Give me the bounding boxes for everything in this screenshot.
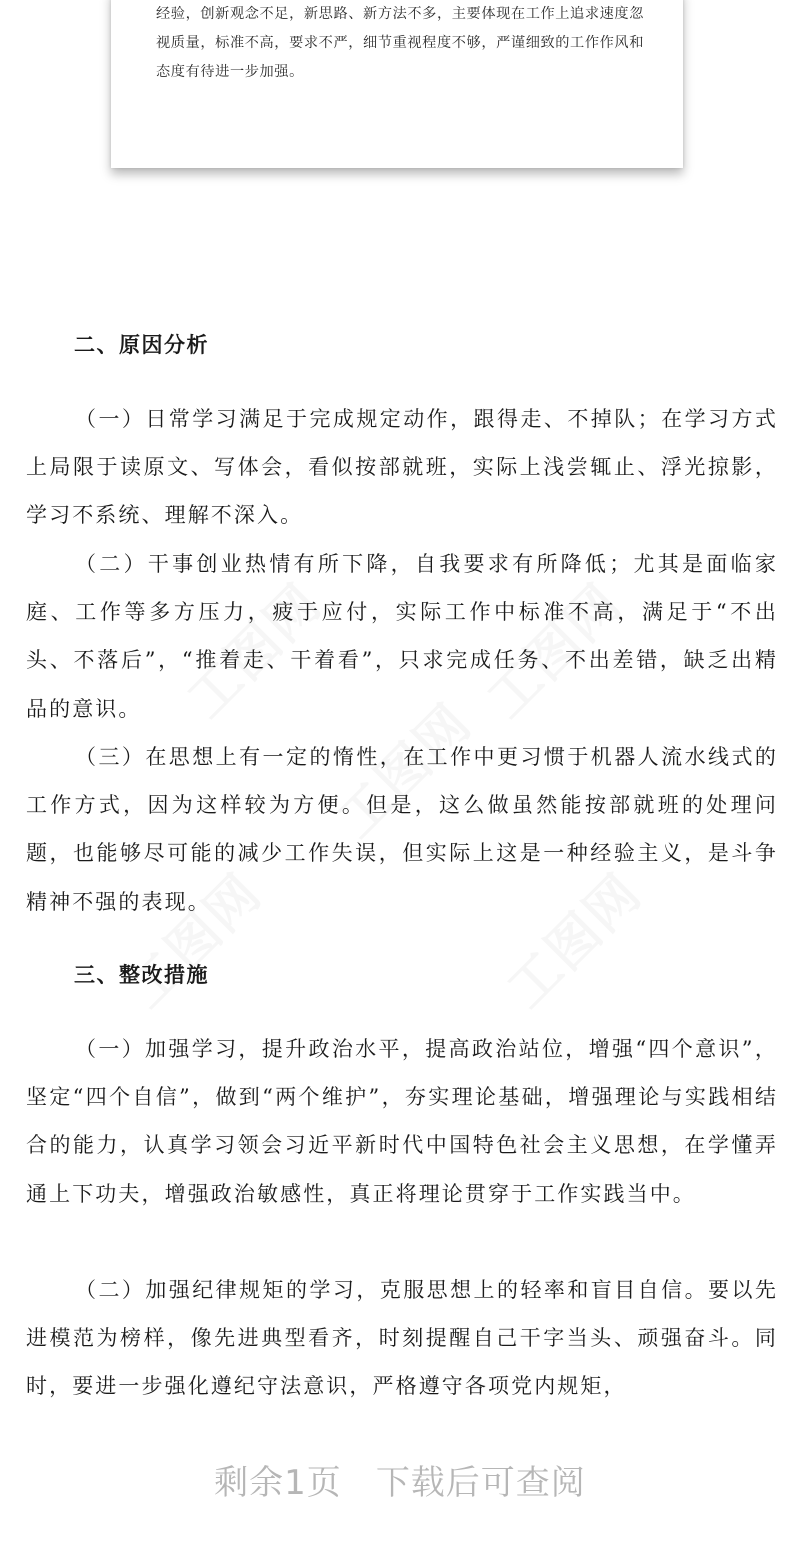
section-heading-rectification: 三、整改措施 — [74, 962, 209, 987]
paragraph: （二）干事创业热情有所下降，自我要求有所降低；尤其是面临家庭、工作等多方压力，疲于应付，实际工作中标准不高，满足于“不出头、不落后”，“推着走、干着看”，只求完成任务、不出差错，缺乏出精品的意识。 — [26, 552, 778, 721]
remaining-pages-notice[interactable] — [0, 1455, 800, 1504]
preview-card — [111, 0, 683, 168]
remaining-pages-count: 剩余1页 — [214, 1463, 342, 1503]
paragraph: （一）日常学习满足于完成规定动作，跟得走、不掉队；在学习方式上局限于读原文、写体会，看似按部就班，实际上浅尝辄止、浮光掠影，学习不系统、理解不深入。 — [26, 407, 778, 528]
paragraph: （一）加强学习，提升政治水平，提高政治站位，增强“四个意识”，坚定“四个自信”，做到“两个维护”，夯实理论基础，增强理论与实践相结合的能力，认真学习领会习近平新时代中国特色社会主义思想，在学懂弄通上下功夫，增强政治敏感性，真正将理论贯穿于工作实践当中。 — [26, 1037, 778, 1206]
paragraph: （三）在思想上有一定的惰性，在工作中更习惯于机器人流水线式的工作方式，因为这样较为方便。但是，这么做虽然能按部就班的处理问题，也能够尽可能的减少工作失误，但实际上这是一种经验主义，是斗争精神不强的表现。 — [26, 745, 778, 914]
download-to-view-link[interactable]: 下载后可查阅 — [375, 1463, 586, 1503]
card-text: 经验，创新观念不足，新思路、新方法不多，主要体现在工作上追求速度忽视质量，标准不高，要求不严，细节重视程度不够，严谨细致的工作作风和态度有待进一步加强。 — [156, 6, 644, 80]
paragraph: （二）加强纪律规矩的学习，克服思想上的轻率和盲目自信。要以先进模范为榜样，像先进典型看齐，时刻提醒自己干字当头、顽强奋斗。同时，要进一步强化遵纪守法意识，严格遵守各项党内规矩， — [26, 1278, 778, 1399]
section-heading-cause-analysis: 二、原因分析 — [74, 332, 209, 357]
